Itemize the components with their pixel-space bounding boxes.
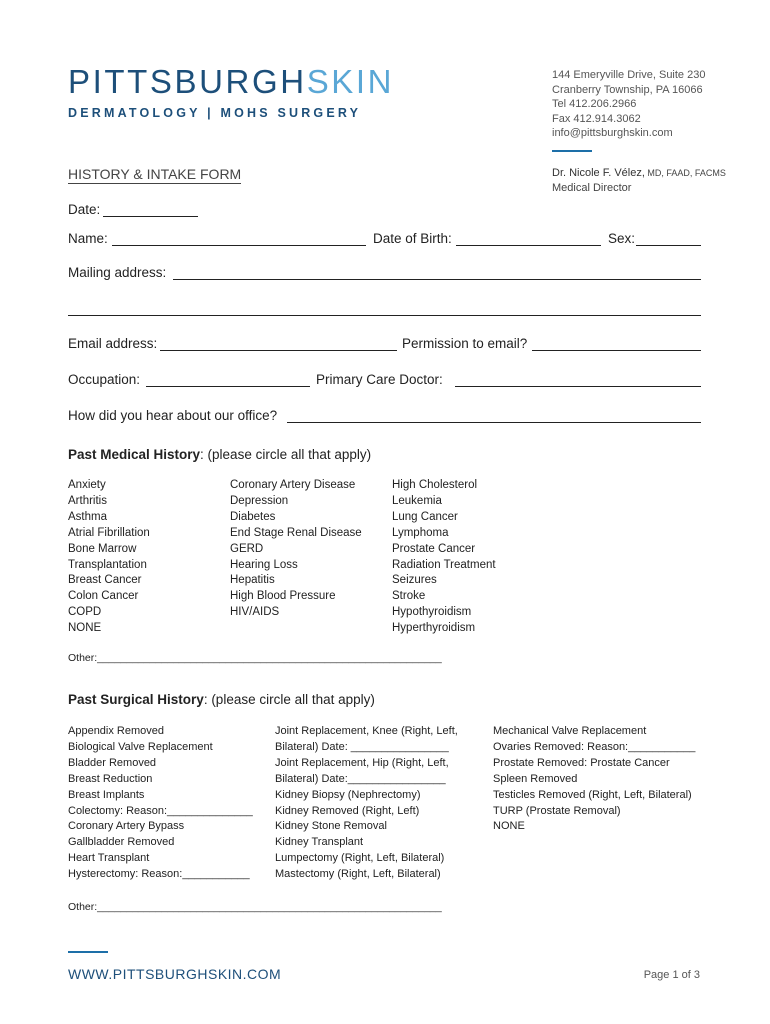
- doctor-name: Dr. Nicole F. Vélez,: [552, 167, 645, 179]
- address-line1: 144 Emeryville Drive, Suite 230: [552, 69, 706, 81]
- list-item[interactable]: Kidney Removed (Right, Left): [275, 804, 420, 817]
- surgical-heading-rest: : (please circle all that apply): [203, 692, 375, 707]
- list-item[interactable]: Bilateral) Date:________________: [275, 772, 446, 785]
- list-item[interactable]: Kidney Transplant: [275, 836, 364, 849]
- list-item[interactable]: Joint Replacement, Hip (Right, Left,: [275, 756, 449, 769]
- list-item[interactable]: Hypothyroidism: [392, 606, 472, 619]
- list-item[interactable]: High Cholesterol: [392, 479, 478, 491]
- list-item[interactable]: HIV/AIDS: [230, 606, 280, 619]
- form-title: HISTORY & INTAKE FORM: [68, 166, 242, 182]
- hear-field[interactable]: [287, 422, 701, 423]
- date-field[interactable]: [103, 216, 198, 217]
- surgical-col2: [275, 724, 458, 883]
- medical-history-heading: [68, 447, 371, 462]
- phone-number: Tel 412.206.2966: [552, 98, 637, 110]
- permission-field[interactable]: [532, 350, 701, 351]
- permission-label: Permission to email?: [402, 336, 528, 351]
- list-item[interactable]: Breast Implants: [68, 788, 145, 801]
- email-field[interactable]: [160, 350, 397, 351]
- medical-other-field[interactable]: Other:___________________________________________________________: [68, 652, 442, 664]
- list-item[interactable]: Transplantation: [68, 558, 147, 571]
- doctor-credentials: MD, FAAD, FACMS: [644, 168, 726, 178]
- list-item[interactable]: Hearing Loss: [230, 558, 298, 571]
- list-item[interactable]: Arthritis: [68, 494, 107, 507]
- surgical-other-field[interactable]: Other:___________________________________________________________: [68, 901, 442, 913]
- list-item[interactable]: Colectomy: Reason:______________: [68, 804, 253, 817]
- hear-label: How did you hear about our office?: [68, 408, 278, 423]
- list-item[interactable]: NONE: [68, 622, 102, 635]
- logo-part-pittsburgh: PITTSBURGH: [68, 63, 307, 100]
- list-item[interactable]: Bilateral) Date: ________________: [275, 740, 449, 753]
- list-item[interactable]: Prostate Cancer: [392, 542, 476, 555]
- medical-heading-bold: Past Medical History: [68, 447, 201, 462]
- list-item[interactable]: Bone Marrow: [68, 542, 137, 555]
- accent-rule-top: [552, 150, 592, 152]
- list-item[interactable]: Bladder Removed: [68, 756, 157, 769]
- name-label: Name:: [68, 231, 108, 246]
- list-item[interactable]: GERD: [230, 542, 264, 555]
- list-item[interactable]: Stroke: [392, 590, 426, 603]
- surgical-heading-bold: Past Surgical History: [68, 692, 204, 707]
- address-line2: Cranberry Township, PA 16066: [552, 83, 703, 96]
- medical-col1: [68, 478, 150, 637]
- list-item[interactable]: Testicles Removed (Right, Left, Bilateral): [493, 788, 692, 801]
- list-item[interactable]: Asthma: [68, 510, 107, 523]
- list-item[interactable]: COPD: [68, 606, 102, 619]
- list-item[interactable]: Gallbladder Removed: [68, 836, 175, 849]
- list-item[interactable]: Biological Valve Replacement: [68, 740, 213, 753]
- list-item[interactable]: Lung Cancer: [392, 510, 458, 523]
- list-item[interactable]: Hepatitis: [230, 574, 275, 587]
- list-item[interactable]: Breast Reduction: [68, 772, 153, 785]
- list-item[interactable]: Hysterectomy: Reason:___________: [68, 868, 250, 881]
- list-item[interactable]: Lumpectomy (Right, Left, Bilateral): [275, 852, 445, 865]
- list-item[interactable]: Breast Cancer: [68, 574, 142, 587]
- list-item[interactable]: TURP (Prostate Removal): [493, 804, 621, 817]
- date-label: Date:: [68, 202, 101, 217]
- surgical-history-heading: [68, 692, 375, 707]
- email-address: info@pittsburghskin.com: [552, 127, 673, 139]
- name-field[interactable]: [112, 245, 366, 246]
- accent-rule-bottom: [68, 951, 108, 953]
- page-number: Page 1 of 3: [643, 969, 700, 981]
- list-item[interactable]: Prostate Removed: Prostate Cancer: [493, 756, 670, 769]
- sex-field[interactable]: [636, 245, 701, 246]
- pcp-field[interactable]: [455, 386, 701, 387]
- logo-tagline: DERMATOLOGY | MOHS SURGERY: [68, 106, 362, 120]
- list-item[interactable]: Appendix Removed: [68, 725, 165, 737]
- occupation-field[interactable]: [146, 386, 310, 387]
- list-item[interactable]: Coronary Artery Disease: [230, 479, 356, 491]
- list-item[interactable]: Lymphoma: [392, 526, 449, 539]
- email-label: Email address:: [68, 336, 158, 351]
- list-item[interactable]: End Stage Renal Disease: [230, 526, 362, 539]
- logo-wordmark: [68, 64, 394, 100]
- list-item[interactable]: Coronary Artery Bypass: [68, 820, 185, 833]
- list-item[interactable]: Colon Cancer: [68, 590, 139, 603]
- footer-url[interactable]: WWW.PITTSBURGHSKIN.COM: [68, 966, 282, 982]
- list-item[interactable]: Atrial Fibrillation: [68, 526, 150, 539]
- occupation-label: Occupation:: [68, 372, 141, 387]
- list-item[interactable]: Seizures: [392, 574, 437, 587]
- mailing-label: Mailing address:: [68, 265, 167, 280]
- list-item[interactable]: Ovaries Removed: Reason:___________: [493, 740, 696, 753]
- list-item[interactable]: High Blood Pressure: [230, 590, 336, 603]
- mailing-field-line1[interactable]: [173, 279, 701, 280]
- list-item[interactable]: Mechanical Valve Replacement: [493, 725, 647, 737]
- surgical-col3: [493, 724, 695, 835]
- list-item[interactable]: Spleen Removed: [493, 772, 578, 785]
- list-item[interactable]: Diabetes: [230, 510, 276, 523]
- surgical-col1: [68, 724, 253, 883]
- dob-field[interactable]: [456, 245, 601, 246]
- medical-col2: [230, 478, 362, 621]
- medical-heading-rest: : (please circle all that apply): [200, 447, 372, 462]
- mailing-field-line2[interactable]: [68, 315, 701, 316]
- list-item[interactable]: Heart Transplant: [68, 852, 150, 865]
- logo-part-skin: SKIN: [306, 63, 395, 100]
- pcp-label: Primary Care Doctor:: [316, 372, 443, 387]
- dob-label: Date of Birth:: [373, 231, 452, 246]
- doctor-block: [552, 166, 726, 196]
- list-item[interactable]: NONE: [493, 820, 525, 833]
- address-block: [552, 68, 705, 141]
- list-item[interactable]: Kidney Stone Removal: [275, 820, 387, 833]
- list-item[interactable]: Hyperthyroidism: [392, 622, 476, 635]
- list-item[interactable]: Radiation Treatment: [392, 558, 496, 571]
- list-item[interactable]: Depression: [230, 494, 289, 507]
- list-item[interactable]: Mastectomy (Right, Left, Bilateral): [275, 868, 441, 881]
- list-item[interactable]: Anxiety: [68, 479, 106, 491]
- list-item[interactable]: Leukemia: [392, 494, 442, 507]
- doctor-title: Medical Director: [552, 182, 632, 194]
- sex-label: Sex:: [608, 231, 636, 246]
- fax-number: Fax 412.914.3062: [552, 112, 641, 125]
- list-item[interactable]: Kidney Biopsy (Nephrectomy): [275, 788, 421, 801]
- medical-col3: [392, 478, 496, 637]
- list-item[interactable]: Joint Replacement, Knee (Right, Left,: [275, 725, 458, 737]
